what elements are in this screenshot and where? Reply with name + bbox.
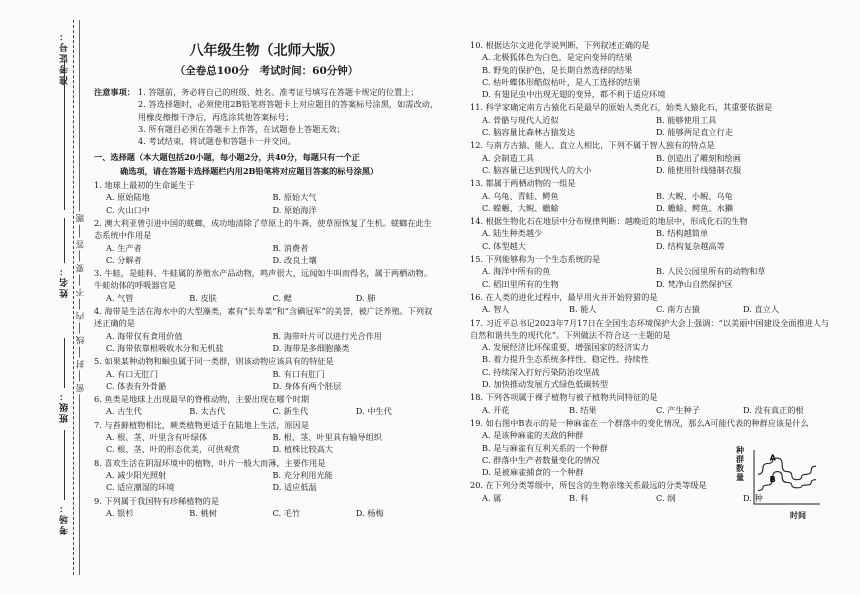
answer-option[interactable]: D. 种 (743, 492, 763, 503)
note-item: 2. 答选择题时，必须使用2B铅笔将答题卡上对应题目的答案标号涂黑，如需改动，用橡皮擦擦干净后，再选涂其他答案标号； (138, 99, 439, 122)
answer-option[interactable]: D. 直立人 (743, 304, 780, 315)
answer-option[interactable]: D. 是被麻雀捕食的一个种群 (482, 467, 584, 478)
chart-series-A (758, 458, 816, 480)
answer-option[interactable]: A. 减少阳光照射 (106, 469, 167, 480)
question-list-left (94, 179, 439, 519)
notes-block (94, 86, 439, 147)
answer-option[interactable]: C. 蝾螈、大鲵、蟾蜍 (482, 202, 559, 213)
answer-option[interactable]: C. 毛竹 (272, 507, 301, 518)
question-item (470, 215, 830, 252)
answer-option[interactable]: D. 没有真正的根 (743, 404, 804, 415)
answer-option[interactable]: B. 着力提升生态系统多样性、稳定性、持续性 (482, 354, 649, 365)
answer-option[interactable]: B. 大鲵、小鲵、乌龟 (656, 190, 733, 201)
field-class-line[interactable] (64, 338, 65, 388)
answer-option[interactable]: D. 能使用针线缝制衣服 (656, 164, 742, 175)
answer-option[interactable]: A. 会制造工具 (482, 152, 535, 163)
option-group (470, 303, 830, 315)
question-stem: 15. 下列能够称为一个生态系统的是 (470, 254, 601, 265)
note-item: 3. 所有题目必须在答题卡上作答，在试题卷上答题无效； (138, 123, 345, 134)
answer-option[interactable]: B. 根、茎、叶里具有输导组织 (272, 432, 382, 443)
note-item: 4. 考试结束，将试题卷和答题卡一并交回。 (138, 136, 296, 147)
question-stem: 9. 下列属于我国特有珍稀植物的是 (94, 495, 220, 506)
field-class-label: 班级： (60, 390, 70, 423)
option-group (94, 330, 439, 355)
note-item: 1. 答题前，务必将自己的班级、姓名、准考证号填写在答题卡规定的位置上； (138, 87, 419, 97)
question-item (470, 139, 830, 176)
answer-option[interactable]: C. 群落中生产者数量变化的情况 (482, 454, 600, 465)
question-item (94, 355, 439, 392)
answer-option[interactable]: D. 杨梅 (355, 507, 384, 518)
answer-option[interactable]: B. 太古代 (189, 406, 226, 417)
right-column (470, 38, 830, 504)
seal-line (73, 20, 74, 575)
answer-option[interactable]: D. 改良土壤 (272, 254, 317, 265)
question-stem: 19. 如右图中B表示的是一种麻雀在一个群落中的变化情况，那么A可能代表的种群应该是什么 (470, 417, 809, 428)
option-group (94, 469, 439, 494)
option-group (470, 152, 830, 177)
chart-ylabel: 种群数量 (736, 445, 744, 482)
answer-option[interactable]: A. 骨骼与现代人近似 (482, 114, 559, 125)
answer-option[interactable]: A. 原始陆地 (106, 192, 150, 203)
answer-option[interactable]: C. 体型越大 (482, 240, 526, 251)
population-chart (736, 446, 824, 524)
answer-option[interactable]: B. 能人 (569, 304, 597, 315)
answer-option[interactable]: C. 新生代 (272, 406, 309, 417)
chart-xlabel: 时间 (790, 510, 806, 520)
notes-label: 注意事项： (94, 87, 135, 97)
field-room-label: 考场： (60, 502, 70, 535)
question-item (470, 177, 830, 214)
answer-option[interactable]: B. 充分利用光能 (272, 469, 333, 480)
answer-option[interactable]: C. 南方古猿 (656, 304, 700, 315)
exam-title: 八年级生物（北师大版） (189, 43, 344, 59)
field-name-label: 姓名： (60, 265, 70, 298)
answer-option[interactable]: B. 皮肤 (189, 292, 217, 303)
question-item (94, 217, 439, 266)
answer-option[interactable]: B. 结果 (569, 404, 597, 415)
answer-option[interactable]: D. 身体有两个胚层 (272, 380, 342, 391)
answer-option[interactable]: A. 气管 (106, 292, 134, 303)
answer-option[interactable]: C. 纲 (656, 492, 676, 503)
answer-option[interactable]: D. 梵净山自然保护区 (656, 278, 733, 289)
question-stem: 5. 如果某种动物和蛔虫属于同一类群，则该动物应该具有的特征是 (94, 356, 334, 367)
field-exam-number-line[interactable] (64, 60, 65, 210)
section-heading: 一、选择题（本大题包括20小题，每小题2分，共40分，每题只有一个正 (94, 152, 360, 163)
seal-warning-char: 题 (76, 214, 86, 223)
seal-warning-char: 要 (76, 264, 86, 273)
question-item (94, 267, 439, 304)
answer-option[interactable]: B. 消费者 (272, 242, 309, 253)
answer-option[interactable]: A. 银杉 (106, 507, 134, 518)
question-item (94, 457, 439, 494)
seal-warning-char: 内 (76, 312, 86, 321)
answer-option[interactable]: C. 体表有外骨骼 (106, 380, 167, 391)
answer-option[interactable]: A. 海洋中所有的鱼 (482, 266, 551, 277)
question-stem: 7. 与苔藓植物相比，蕨类植物更适于在陆地上生活，原因是 (94, 419, 310, 430)
question-stem: 10. 根据达尔文进化学说判断，下列叙述正确的是 (470, 40, 650, 50)
question-stem: 16. 在人类的进化过程中，最早用火并开始狩猎的是 (470, 291, 658, 302)
option-group (94, 507, 439, 519)
answer-option[interactable]: C. 产生种子 (656, 404, 700, 415)
answer-option[interactable]: B. 创造出了雕刻和绘画 (656, 152, 741, 163)
answer-option[interactable]: C. 适应潮湿的环境 (106, 482, 175, 493)
seal-warning-char: 密 (76, 384, 86, 393)
answer-option[interactable]: C. 鳃 (272, 292, 292, 303)
question-stem: 18. 下列各项属于裸子植物与被子植物共同特征的是 (470, 392, 658, 403)
question-item (470, 253, 830, 290)
answer-option[interactable]: B. 桃树 (189, 507, 217, 518)
option-group (470, 190, 830, 215)
question-stem: 17. 习近平总书记2023年7月17日在全国生态环境保护大会上强调：“以美丽中国建设全面推进人与自然和谐共生的现代化”。下列做法不符合这一主题的是 (470, 317, 830, 340)
answer-option[interactable]: A. 北极狐体色为白色，是定向变异的结果 (482, 52, 633, 63)
question-item (94, 179, 439, 216)
answer-option[interactable]: A. 陆生种类越少 (482, 228, 543, 239)
option-group (94, 191, 439, 216)
answer-option[interactable]: C. 分解者 (106, 254, 142, 265)
exam-subtitle: （全卷总100分 考试时间：60分钟） (174, 65, 359, 77)
question-stem: 20. 在下列分类等级中，所包含的生物亲缘关系最远的分类等级是 (470, 480, 707, 491)
option-group (94, 242, 439, 267)
answer-option[interactable]: B. 是与麻雀有互利关系的一个种群 (482, 442, 608, 453)
question-item (94, 495, 439, 520)
answer-option[interactable]: A. 是该种麻雀的天敌的种群 (482, 430, 584, 441)
section-heading-cont: 确选项，请在答题卡选择题栏内用2B铅笔将对应题目答案的标号涂黑） (120, 165, 379, 176)
question-item (470, 291, 830, 316)
chart-axes (754, 450, 820, 504)
option-group (470, 51, 830, 100)
answer-option[interactable]: D. 适应低温 (272, 482, 317, 493)
answer-option[interactable]: B. 人民公园里所有的动物和草 (656, 266, 766, 277)
question-item (470, 391, 830, 416)
answer-option[interactable]: B. 科 (569, 492, 589, 503)
question-item (470, 101, 830, 138)
answer-option[interactable]: D. 肺 (355, 292, 376, 303)
answer-option[interactable]: A. 智人 (482, 304, 510, 315)
question-stem: 12. 与南方古猿、能人、直立人相比，下列不属于智人独有的特点是 (470, 140, 715, 151)
option-group (470, 341, 830, 390)
seal-warning-char: 线 (76, 336, 86, 345)
option-group (94, 368, 439, 393)
answer-option[interactable]: C. 持续深入打好污染防治攻坚战 (482, 366, 600, 377)
answer-option[interactable]: A. 海带仅有食用价值 (106, 330, 183, 341)
chart-plot (750, 446, 824, 510)
answer-option[interactable]: A. 古生代 (106, 406, 142, 417)
field-name-line[interactable] (64, 218, 65, 263)
option-group (470, 265, 830, 290)
question-stem: 1. 地球上最初的生命诞生于 (94, 180, 195, 191)
answer-option[interactable]: D. 蟾蜍、鳄鱼、水獭 (656, 202, 733, 213)
field-room-line[interactable] (64, 430, 65, 500)
seal-warning-char: 不 (76, 288, 86, 297)
answer-option[interactable]: D. 植株比较高大 (272, 444, 334, 455)
answer-option[interactable]: D. 中生代 (355, 406, 392, 417)
question-stem: 14. 根据生物化石在地层中分布规律判断：越晚近的地层中，形成化石的生物 (470, 216, 748, 227)
answer-option[interactable]: A. 乌龟、青蛙、鳄鱼 (482, 190, 559, 201)
binding-strip (0, 0, 86, 595)
question-list-right (470, 39, 830, 504)
answer-option[interactable]: A. 属 (482, 492, 502, 503)
answer-option[interactable]: D. 海带是多细胞藻类 (272, 342, 350, 353)
question-stem: 8. 喜欢生活在阴湿环境中的植物，叶片一般大而薄，主要作用是 (94, 457, 326, 468)
question-stem: 3. 牛蛙，是蛙科、牛蛙属的养殖水产品动物，鸣声很大，远闻如牛叫而得名，属于两栖动物。牛蛙幼体的呼吸器官是 (94, 268, 432, 291)
answer-option[interactable]: C. 稻田里所有的生物 (482, 278, 559, 289)
answer-option[interactable]: D. 结构复杂越高等 (656, 240, 725, 251)
answer-option[interactable]: B. 结构越简单 (656, 228, 709, 239)
option-group (470, 404, 830, 416)
answer-option[interactable]: C. 枯叶蝶体形酷似枯叶，是人工选择的结果 (482, 76, 641, 87)
left-column (94, 28, 439, 519)
answer-option[interactable]: A. 根、茎、叶里含有叶绿体 (106, 432, 208, 443)
option-group (94, 405, 439, 417)
question-item (470, 317, 830, 391)
answer-option[interactable]: A. 有口无肛门 (106, 368, 159, 379)
answer-option[interactable]: D. 有翅昆虫中出现无翅的变异，都不利于适应环境 (482, 89, 666, 100)
question-item (94, 419, 439, 456)
answer-option[interactable]: D. 能够两足直立行走 (656, 127, 733, 138)
chart-series-label: A (769, 453, 776, 463)
seal-warning-char: 封 (76, 360, 86, 369)
answer-option[interactable]: B. 有口有肛门 (272, 368, 325, 379)
chart-series-label: B (769, 475, 776, 485)
field-exam-number-label: 准考证号： (60, 30, 70, 85)
answer-option[interactable]: D. 加快推动发展方式绿色低碳转型 (482, 379, 609, 390)
answer-option[interactable]: A. 开花 (482, 404, 510, 415)
option-group (94, 292, 439, 304)
option-group (94, 431, 439, 456)
answer-option[interactable]: A. 生产者 (106, 242, 142, 253)
question-stem: 6. 鱼类是地球上出现最早的脊椎动物，主要出现在哪个时期 (94, 394, 310, 405)
answer-option[interactable]: B. 能够使用工具 (656, 114, 717, 125)
option-group (470, 227, 830, 252)
option-group (470, 114, 830, 139)
question-stem: 4. 海带是生活在海水中的大型藻类，素有“长寿菜”和“含碘冠军”的美誉，被广泛养殖。下列叙述正确的是 (94, 306, 433, 329)
answer-option[interactable]: C. 火山口中 (106, 204, 150, 215)
answer-option[interactable]: D. 原始海洋 (272, 204, 317, 215)
answer-option[interactable]: C. 根、茎、叶的形态优美，可供观赏 (106, 444, 240, 455)
question-item (94, 305, 439, 354)
answer-option[interactable]: B. 野兔的保护色，是长期自然选择的结果 (482, 64, 633, 75)
answer-option[interactable]: C. 脑容量比森林古猿发达 (482, 127, 576, 138)
answer-option[interactable]: A. 发展经济比环保重要，增强国家的经济实力 (482, 342, 649, 353)
question-stem: 13. 都属于两栖动物的一组是 (470, 178, 576, 189)
question-stem: 11. 科学家确定南方古猿化石是最早的原始人类化石，始类人猿化石，其重要依据是 (470, 102, 773, 113)
question-item (470, 39, 830, 100)
answer-option[interactable]: B. 原始大气 (272, 192, 317, 203)
answer-option[interactable]: C. 脑容量已达到现代人的大小 (482, 164, 592, 175)
question-item (94, 393, 439, 418)
answer-option[interactable]: C. 海带依靠根吸收水分和无机盐 (106, 342, 224, 353)
question-stem: 2. 澳大利亚曾引进中国的蜣螂，成功地清除了草原上的牛粪，使草原恢复了生机。蜣螂在此生态系统中作用是 (94, 217, 432, 241)
seal-warning-char: 答 (76, 240, 86, 249)
answer-option[interactable]: B. 海带叶片可以进行光合作用 (272, 330, 382, 341)
